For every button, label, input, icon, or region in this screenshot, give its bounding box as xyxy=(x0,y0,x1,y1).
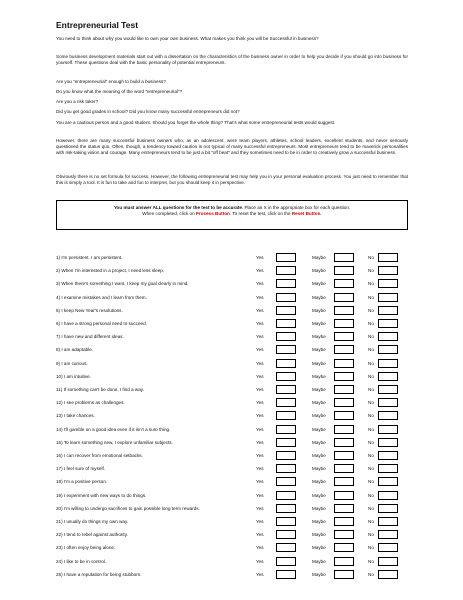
option-label-yes: Yes xyxy=(256,321,264,326)
option-label-no: No xyxy=(368,571,374,577)
option-label-maybe: Maybe xyxy=(312,466,326,472)
answer-box-maybe[interactable] xyxy=(334,319,354,328)
instructions-text: . To reset the test, click on the xyxy=(229,211,292,216)
answer-box-yes[interactable] xyxy=(276,372,296,381)
answer-box-no[interactable] xyxy=(378,451,398,460)
question-text: 13) I take chances. xyxy=(56,413,95,419)
option-label-maybe: Maybe xyxy=(312,360,326,366)
instructions-text: When completed, click on xyxy=(142,211,196,216)
answer-box-no[interactable] xyxy=(378,345,398,354)
answer-box-no[interactable] xyxy=(378,543,398,552)
answer-box-maybe[interactable] xyxy=(334,266,354,275)
answer-box-maybe[interactable] xyxy=(334,517,354,526)
question-row xyxy=(56,425,416,436)
answer-box-yes[interactable] xyxy=(276,411,296,420)
answer-box-maybe[interactable] xyxy=(334,385,354,394)
answer-box-maybe[interactable] xyxy=(334,398,354,407)
option-label-maybe: Maybe xyxy=(312,347,326,353)
question-text: 9) I am curious. xyxy=(56,360,88,366)
page-title: Entrepreneurial Test xyxy=(56,20,139,30)
option-label-yes: Yes xyxy=(256,334,264,340)
question-row xyxy=(56,517,416,528)
question-text: 1) I'm persistent. I am persistent. xyxy=(56,255,123,260)
answer-box-yes[interactable] xyxy=(276,279,296,288)
answer-box-maybe[interactable] xyxy=(334,530,354,539)
answer-box-yes[interactable] xyxy=(276,477,296,486)
answer-box-yes[interactable] xyxy=(276,464,296,473)
instructions-text: . xyxy=(320,211,322,216)
option-label-maybe: Maybe xyxy=(312,268,326,274)
intro-paragraph: You are a cautious person and a good student. Should you forget the whole thing? That's what some entrepreneurial tests would suggest. xyxy=(56,120,336,125)
answer-box-maybe[interactable] xyxy=(334,253,354,262)
answer-box-yes[interactable] xyxy=(276,398,296,407)
process-button-link[interactable]: Process Button xyxy=(195,211,230,216)
answer-box-yes[interactable] xyxy=(276,530,296,539)
question-text: 8) I am adaptable. xyxy=(56,347,94,353)
option-label-yes: Yes xyxy=(256,294,264,300)
reset-button-link[interactable]: Reset Button xyxy=(291,211,321,216)
question-row xyxy=(56,253,416,264)
option-label-yes: Yes xyxy=(256,571,264,577)
answer-box-yes[interactable] xyxy=(276,570,296,579)
answer-box-no[interactable] xyxy=(378,570,398,579)
question-text: 21) I usually do things my own way. xyxy=(56,519,129,524)
intro-question: Are you a risk taker? xyxy=(56,99,99,104)
question-row xyxy=(56,451,416,462)
option-label-yes: Yes xyxy=(256,413,264,419)
option-label-yes: Yes xyxy=(256,558,264,564)
answer-box-yes[interactable] xyxy=(276,319,296,328)
question-text: 7) I have new and different ideas. xyxy=(56,334,124,340)
answer-box-no[interactable] xyxy=(378,398,398,407)
option-label-maybe: Maybe xyxy=(312,334,326,340)
option-label-no: No xyxy=(368,413,374,419)
answer-box-maybe[interactable] xyxy=(334,438,354,447)
answer-box-maybe[interactable] xyxy=(334,411,354,420)
answer-box-yes[interactable] xyxy=(276,253,296,262)
option-label-no: No xyxy=(368,294,374,300)
option-label-no: No xyxy=(368,492,374,498)
intro-paragraph: You need to think about why you would like to own your own business. What makes you think you will be Successful in business? xyxy=(56,36,319,41)
option-label-yes: Yes xyxy=(256,307,264,313)
option-label-maybe: Maybe xyxy=(312,400,326,406)
answer-box-no[interactable] xyxy=(378,530,398,539)
question-row xyxy=(56,319,416,330)
option-label-yes: Yes xyxy=(256,387,264,392)
question-text: 5) I keep New Year's resolutions. xyxy=(56,307,123,313)
option-label-yes: Yes xyxy=(256,545,264,551)
answer-box-yes[interactable] xyxy=(276,306,296,315)
question-row xyxy=(56,570,416,581)
option-label-maybe: Maybe xyxy=(312,373,326,379)
question-text: 12) I see problems as challenges. xyxy=(56,400,125,406)
answer-box-maybe[interactable] xyxy=(334,293,354,302)
option-label-yes: Yes xyxy=(256,373,264,379)
answer-box-no[interactable] xyxy=(378,425,398,434)
option-label-yes: Yes xyxy=(256,532,264,538)
question-text: 15) To learn something new, I explore unfamiliar subjects. xyxy=(56,439,173,445)
answer-box-no[interactable] xyxy=(378,253,398,262)
answer-box-no[interactable] xyxy=(378,385,398,394)
answer-box-no[interactable] xyxy=(378,306,398,315)
option-label-maybe: Maybe xyxy=(312,492,326,498)
question-row xyxy=(56,332,416,343)
option-label-yes: Yes xyxy=(256,400,264,406)
answer-box-maybe[interactable] xyxy=(334,491,354,500)
answer-box-no[interactable] xyxy=(378,332,398,341)
option-label-maybe: Maybe xyxy=(312,294,326,300)
answer-box-maybe[interactable] xyxy=(334,557,354,566)
option-label-no: No xyxy=(368,545,374,551)
answer-box-yes[interactable] xyxy=(276,491,296,500)
answer-box-no[interactable] xyxy=(378,319,398,328)
option-label-no: No xyxy=(368,387,374,392)
answer-box-no[interactable] xyxy=(378,517,398,526)
question-row xyxy=(56,477,416,488)
option-label-no: No xyxy=(368,466,374,472)
option-label-maybe: Maybe xyxy=(312,453,326,458)
instructions-box xyxy=(56,200,408,230)
option-label-yes: Yes xyxy=(256,268,264,274)
question-row xyxy=(56,491,416,502)
option-label-maybe: Maybe xyxy=(312,387,326,392)
option-label-maybe: Maybe xyxy=(312,413,326,419)
answer-box-yes[interactable] xyxy=(276,451,296,460)
intro-question: Do you know what the meaning of the word "entrepreneurial"? xyxy=(56,89,183,94)
question-row xyxy=(56,306,416,317)
answer-box-maybe[interactable] xyxy=(334,279,354,288)
option-label-no: No xyxy=(368,321,374,326)
question-row xyxy=(56,464,416,475)
answer-box-yes[interactable] xyxy=(276,543,296,552)
intro-question: Are you "entrepreneurial" enough to build a business? xyxy=(56,79,166,84)
answer-box-maybe[interactable] xyxy=(334,477,354,486)
question-row xyxy=(56,372,416,383)
answer-box-no[interactable] xyxy=(378,557,398,566)
answer-box-maybe[interactable] xyxy=(334,332,354,341)
option-label-maybe: Maybe xyxy=(312,321,326,326)
question-text: 10) I am intuitive. xyxy=(56,373,91,379)
option-label-maybe: Maybe xyxy=(312,426,326,432)
question-text: 6) I have a strong personal need to succeed. xyxy=(56,321,147,326)
option-label-no: No xyxy=(368,558,374,564)
answer-box-yes[interactable] xyxy=(276,359,296,368)
answer-box-yes[interactable] xyxy=(276,557,296,566)
answer-box-no[interactable] xyxy=(378,464,398,473)
answer-box-yes[interactable] xyxy=(276,266,296,275)
option-label-maybe: Maybe xyxy=(312,532,326,538)
question-row xyxy=(56,398,416,409)
question-row xyxy=(56,293,416,304)
question-row xyxy=(56,557,416,568)
intro-paragraph: Obviously there is no set formula for success. However, the following entrepreneurial test may help you in your personal evaluation process. You just need to remember that this is simply a tool. It is fun to take and fun to interpret, but you should keep it in perspective. xyxy=(56,174,408,185)
question-row xyxy=(56,385,416,396)
answer-box-no[interactable] xyxy=(378,266,398,275)
instructions-text: . Place an X in the appropriate box for each question. xyxy=(241,205,351,210)
option-label-yes: Yes xyxy=(256,255,264,260)
option-label-no: No xyxy=(368,453,374,458)
answer-box-no[interactable] xyxy=(378,438,398,447)
answer-box-no[interactable] xyxy=(378,279,398,288)
answer-box-yes[interactable] xyxy=(276,504,296,513)
option-label-yes: Yes xyxy=(256,492,264,498)
option-label-maybe: Maybe xyxy=(312,439,326,445)
answer-box-no[interactable] xyxy=(378,491,398,500)
answer-box-maybe[interactable] xyxy=(334,570,354,579)
option-label-no: No xyxy=(368,400,374,406)
option-label-no: No xyxy=(368,426,374,432)
option-label-yes: Yes xyxy=(256,505,264,511)
intro-paragraph: Some business development materials start out with a dissertation on the characteristics of the business owner in order to help you decide if you should go into business for yourself. These questions deal with the basic personality of potential entrepreneurs. xyxy=(56,54,408,65)
answer-box-yes[interactable] xyxy=(276,345,296,354)
answer-box-no[interactable] xyxy=(378,372,398,381)
option-label-yes: Yes xyxy=(256,426,264,432)
option-label-no: No xyxy=(368,519,374,524)
question-text: 2) When I'm interested in a project, I need less sleep. xyxy=(56,268,165,274)
option-label-yes: Yes xyxy=(256,519,264,524)
option-label-no: No xyxy=(368,268,374,274)
option-label-no: No xyxy=(368,281,374,287)
question-text: 17) I feel sure of myself. xyxy=(56,466,106,472)
question-row xyxy=(56,438,416,449)
answer-box-yes[interactable] xyxy=(276,425,296,434)
option-label-yes: Yes xyxy=(256,360,264,366)
option-label-yes: Yes xyxy=(256,439,264,445)
question-text: 11) If something can't be done, I find a way. xyxy=(56,387,145,392)
question-text: 20) I'm willing to undergo sacrifices to gain possible long term rewards. xyxy=(56,505,200,511)
question-text: 22) I tend to rebel against authority. xyxy=(56,532,128,538)
answer-box-maybe[interactable] xyxy=(334,425,354,434)
answer-box-maybe[interactable] xyxy=(334,543,354,552)
option-label-maybe: Maybe xyxy=(312,571,326,577)
question-row xyxy=(56,543,416,554)
option-label-maybe: Maybe xyxy=(312,505,326,511)
option-label-maybe: Maybe xyxy=(312,281,326,287)
question-text: 24) I like to be in control. xyxy=(56,558,107,564)
answer-box-maybe[interactable] xyxy=(334,504,354,513)
question-text: 16) I can recover from emotional setbacks. xyxy=(56,453,143,458)
option-label-yes: Yes xyxy=(256,347,264,353)
option-label-maybe: Maybe xyxy=(312,479,326,485)
option-label-maybe: Maybe xyxy=(312,519,326,524)
question-row xyxy=(56,279,416,290)
option-label-yes: Yes xyxy=(256,466,264,472)
option-label-no: No xyxy=(368,255,374,260)
answer-box-yes[interactable] xyxy=(276,385,296,394)
question-text: 19) I experiment with new ways to do things. xyxy=(56,492,147,498)
option-label-yes: Yes xyxy=(256,281,264,287)
question-text: 14) I'll gamble on a good idea even if it isn't a sure thing. xyxy=(56,426,171,432)
question-text: 3) When there's something I want, I keep my goal clearly in mind. xyxy=(56,281,189,287)
answer-box-yes[interactable] xyxy=(276,293,296,302)
instructions-line xyxy=(57,211,407,217)
question-row xyxy=(56,530,416,541)
option-label-no: No xyxy=(368,334,374,340)
answer-box-yes[interactable] xyxy=(276,438,296,447)
option-label-no: No xyxy=(368,360,374,366)
answer-box-yes[interactable] xyxy=(276,332,296,341)
question-row xyxy=(56,345,416,356)
option-label-no: No xyxy=(368,479,374,485)
question-text: 4) I examine mistakes and I learn from them. xyxy=(56,294,147,300)
answer-box-no[interactable] xyxy=(378,359,398,368)
option-label-yes: Yes xyxy=(256,479,264,485)
answer-box-no[interactable] xyxy=(378,477,398,486)
answer-box-maybe[interactable] xyxy=(334,306,354,315)
option-label-yes: Yes xyxy=(256,453,264,458)
answer-box-no[interactable] xyxy=(378,293,398,302)
question-row xyxy=(56,504,416,515)
question-row xyxy=(56,359,416,370)
option-label-maybe: Maybe xyxy=(312,558,326,564)
option-label-no: No xyxy=(368,532,374,538)
option-label-no: No xyxy=(368,347,374,353)
option-label-maybe: Maybe xyxy=(312,545,326,551)
intro-question: Did you get good grades in school? Did you know many successful entrepreneurs did not? xyxy=(56,109,240,114)
instructions-must-answer: You must answer ALL questions for the test to be accurate xyxy=(113,205,242,210)
answer-box-maybe[interactable] xyxy=(334,451,354,460)
answer-box-maybe[interactable] xyxy=(334,359,354,368)
question-row xyxy=(56,266,416,277)
answer-box-maybe[interactable] xyxy=(334,372,354,381)
answer-box-maybe[interactable] xyxy=(334,464,354,473)
option-label-no: No xyxy=(368,307,374,313)
option-label-no: No xyxy=(368,439,374,445)
answer-box-yes[interactable] xyxy=(276,517,296,526)
option-label-maybe: Maybe xyxy=(312,255,326,260)
answer-box-no[interactable] xyxy=(378,504,398,513)
intro-paragraph: However, there are many successful business owners who, as an adolescent, were team players, athletes, school leaders, excellent students, and never seriously questioned the status quo. Often, though, a tendency toward caution is not typical of many successful entrepreneurs. Most entrepreneurs tend to be maverick personalities with risk-taking vision and courage. Many entrepreneurs tend to be just a bit "off beat" and they sometimes need to be in order to creatively grow a successful business. xyxy=(56,138,408,155)
option-label-no: No xyxy=(368,373,374,379)
answer-box-maybe[interactable] xyxy=(334,345,354,354)
question-row xyxy=(56,411,416,422)
option-label-no: No xyxy=(368,505,374,511)
answer-box-no[interactable] xyxy=(378,411,398,420)
option-label-maybe: Maybe xyxy=(312,307,326,313)
question-text: 25) I have a reputation for being stubborn. xyxy=(56,571,142,577)
question-text: 23) I often enjoy being alone. xyxy=(56,545,116,551)
question-text: 18) I'm a positive person. xyxy=(56,479,108,485)
